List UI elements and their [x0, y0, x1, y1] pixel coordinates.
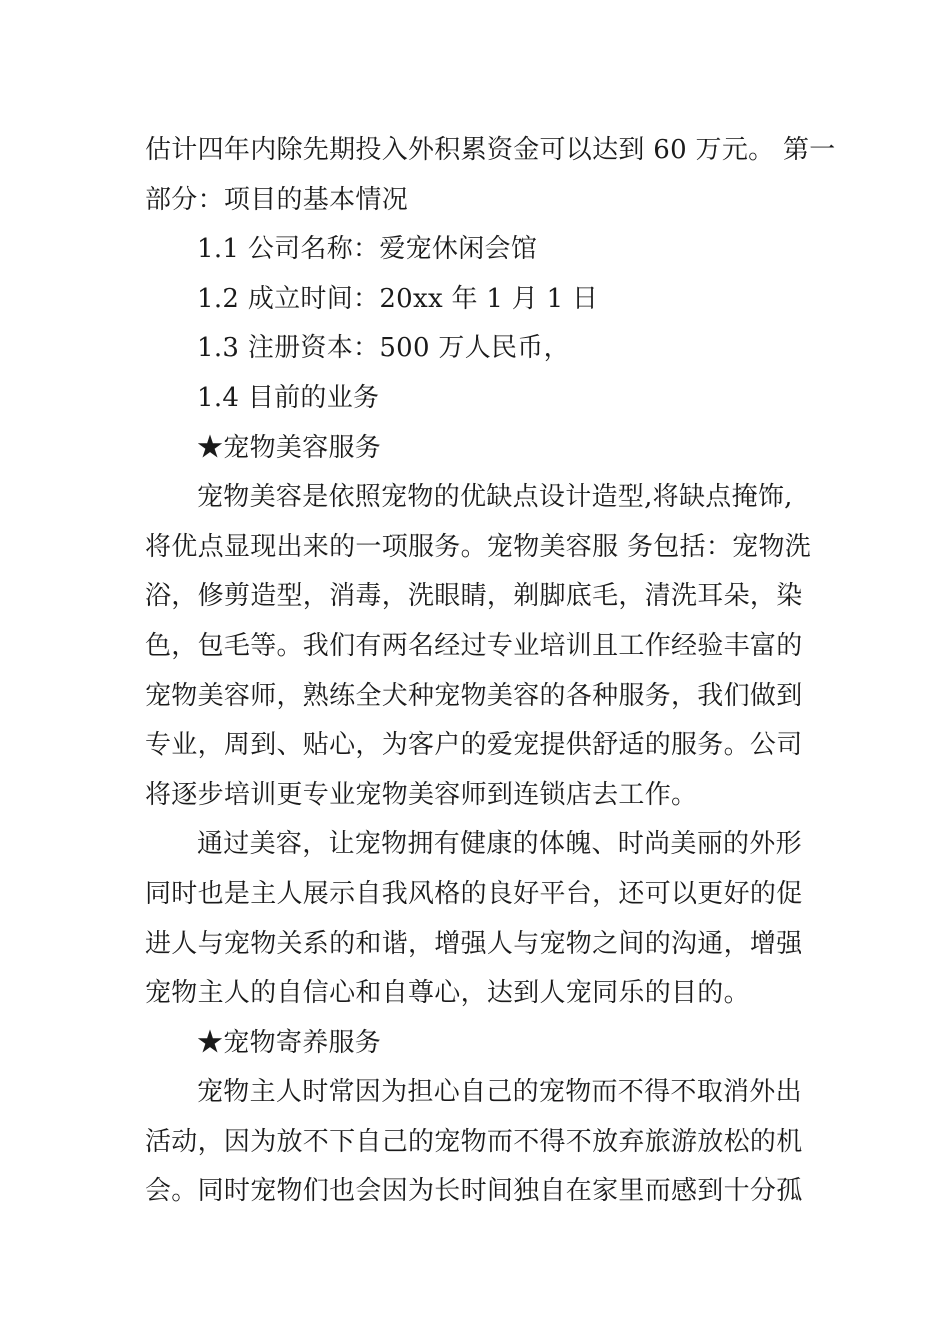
section-heading: ★宠物美容服务 [197, 432, 382, 463]
text-line: 宠物主人时常因为担心自己的宠物而不得不取消外出 [197, 1077, 802, 1108]
text-line: 宠物美容是依照宠物的优缺点设计造型,将缺点掩饰, [197, 482, 793, 513]
text-line: 活动，因为放不下自己的宠物而不得不放弃旅游放松的机 [145, 1126, 803, 1157]
text-line: 进人与宠物关系的和谐，增强人与宠物之间的沟通，增强 [145, 928, 803, 959]
text-line: 色，包毛等。我们有两名经过专业培训且工作经验丰富的 [145, 630, 803, 661]
text-line: 专业，周到、贴心，为客户的爱宠提供舒适的服务。公司 [145, 730, 803, 761]
text-line: 1.3 注册资本：500 万人民币， [197, 333, 570, 364]
section-heading: ★宠物寄养服务 [197, 1027, 382, 1058]
document-page [145, 126, 836, 1217]
text-line: 同时也是主人展示自我风格的良好平台，还可以更好的促 [145, 878, 803, 909]
text-line: 将逐步培训更专业宠物美容师到连锁店去工作。 [145, 779, 698, 810]
text-line: 部分：项目的基本情况 [145, 184, 409, 215]
text-line: 宠物美容师，熟练全犬种宠物美容的各种服务，我们做到 [145, 680, 803, 711]
text-line: 将优点显现出来的一项服务。宠物美容服 务包括：宠物洗 [145, 531, 812, 562]
text-line: 1.2 成立时间：20xx 年 1 月 1 日 [197, 283, 599, 314]
text-line: 会。同时宠物们也会因为长时间独自在家里而感到十分孤 [145, 1176, 803, 1207]
text-line: 1.1 公司名称：爱宠休闲会馆 [197, 234, 538, 265]
text-line: 宠物主人的自信心和自尊心，达到人宠同乐的目的。 [145, 978, 750, 1009]
text-line: 估计四年内除先期投入外积累资金可以达到 60 万元。 第一 [145, 135, 836, 165]
text-line: 通过美容，让宠物拥有健康的体魄、时尚美丽的外形 [197, 829, 802, 860]
text-line: 浴，修剪造型，消毒，洗眼睛，剃脚底毛，清洗耳朵，染 [145, 581, 803, 612]
text-line: 1.4 目前的业务 [197, 382, 380, 413]
